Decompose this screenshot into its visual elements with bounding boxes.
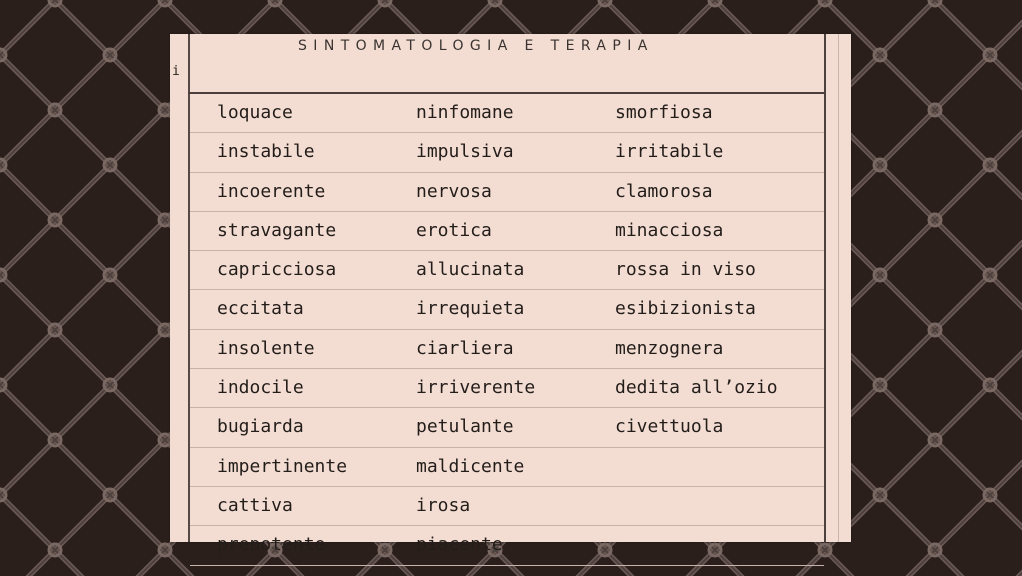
table-cell: nervosa <box>416 180 492 202</box>
table-row <box>190 526 824 565</box>
table-cell: minacciosa <box>615 219 724 241</box>
table-row <box>190 330 824 369</box>
table-cell: esibizionista <box>615 298 756 320</box>
table-row <box>190 369 824 408</box>
table-cell: indocile <box>217 377 304 399</box>
table-row <box>190 290 824 329</box>
table-cell: ciarliera <box>416 337 514 359</box>
table-cell: insolente <box>217 337 315 359</box>
table-row <box>190 133 824 172</box>
right-margin-rule <box>824 34 826 542</box>
table-cell: irritabile <box>615 141 724 163</box>
table-cell: irosa <box>416 494 471 516</box>
table-cell: instabile <box>217 141 315 163</box>
table-cell: irrequieta <box>416 298 525 320</box>
table-cell: rossa in viso <box>615 259 756 281</box>
page-heading: SINTOMATOLOGIA E TERAPIA <box>298 38 654 54</box>
table-cell: prepotente <box>217 534 326 556</box>
table-cell: petulante <box>416 416 514 438</box>
table-row <box>190 448 824 487</box>
table-cell: impulsiva <box>416 141 514 163</box>
table-row <box>190 408 824 447</box>
table-cell: maldicente <box>416 455 525 477</box>
table-cell: piacente <box>416 534 503 556</box>
table-cell: bugiarda <box>217 416 304 438</box>
table-cell: allucinata <box>416 259 525 281</box>
table-cell: dedita all’ozio <box>615 377 778 399</box>
table-cell: loquace <box>217 102 293 123</box>
table-cell: impertinente <box>217 455 348 477</box>
table-row <box>190 487 824 526</box>
margin-mark: i <box>172 64 180 79</box>
table-row <box>190 251 824 290</box>
symptom-table <box>190 94 824 566</box>
register-page <box>170 34 851 556</box>
table-cell: capricciosa <box>217 259 337 281</box>
table-row <box>190 173 824 212</box>
table-cell: erotica <box>416 219 492 241</box>
table-cell: incoerente <box>217 180 326 202</box>
table-row <box>190 94 824 133</box>
table-cell: smorfiosa <box>615 102 713 123</box>
table-cell: stravagante <box>217 219 337 241</box>
table-cell: menzognera <box>615 337 724 359</box>
table-cell: cattiva <box>217 494 293 516</box>
right-margin-rule-faint <box>838 34 839 542</box>
table-cell: ninfomane <box>416 102 514 123</box>
table-cell: civettuola <box>615 416 724 438</box>
table-row <box>190 212 824 251</box>
table-cell: clamorosa <box>615 180 713 202</box>
table-cell: irriverente <box>416 377 536 399</box>
table-cell: eccitata <box>217 298 304 320</box>
